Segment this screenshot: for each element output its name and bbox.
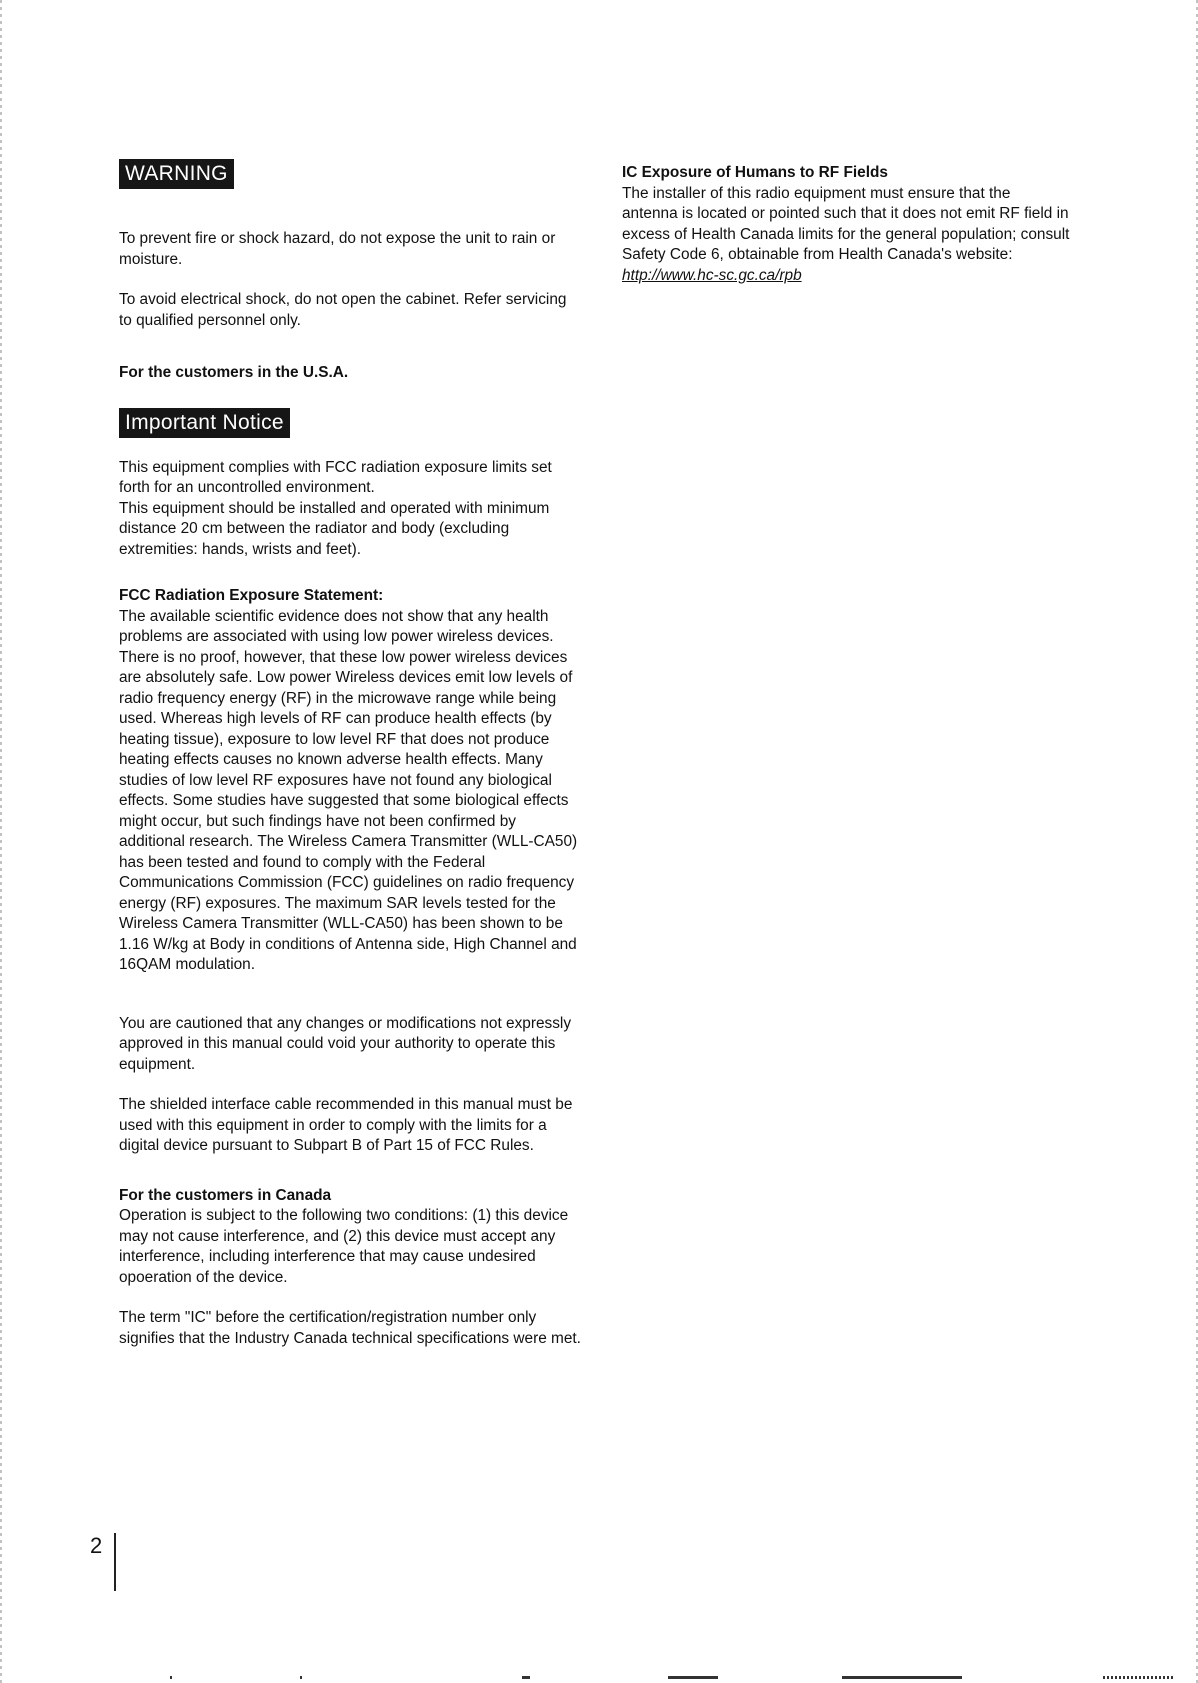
notice-paragraph-distance: This equipment should be installed and operated with minimum distance 20 cm between the radiator and body (excluding extremities: hands, wrists and feet). [119,499,550,558]
ic-exposure-body [622,184,1070,287]
scan-artifacts [0,1676,1198,1680]
ic-exposure-text: The installer of this radio equipment must ensure that the antenna is located or pointed such that it does not emit RF field in excess of Health Canada limits for the general population; consult Safety Code 6, obtainable from Health Canada's website: [622,184,1070,263]
page-number-rule [114,1533,116,1591]
left-page-edge [0,0,2,1683]
fcc-statement-body: The available scientific evidence does not show that any health problems are associated with using low power wireless devices. There is no proof, however, that these low power wireless devices are absolutely safe. Low power Wireless devices emit low levels of radio frequency energy (RF) in the microwave range while being used. Whereas high levels of RF can produce health effects (by heating tissue), exposure to low level RF that does not produce heating effects causes no known adverse health effects. Many studies of low level RF exposures have not found any biological effects. Some studies have suggested that some biological effects might occur, but such findings have not been confirmed by additional research. The Wireless Camera Transmitter (WLL-CA50) has been tested and found to comply with the Federal Communications Commission (FCC) guidelines on radio frequency energy (RF) exposures. The maximum SAR levels tested for the Wireless Camera Transmitter (WLL-CA50) has been shown to be 1.16 W/kg at Body in conditions of Antenna side, High Channel and 16QAM modulation. [119,607,578,973]
notice-paragraph-limits: This equipment complies with FCC radiation exposure limits set forth for an uncontrolled environment. [119,458,552,496]
important-notice-banner: Important Notice [119,408,290,438]
ic-term-paragraph: The term "IC" before the certification/registration number only signifies that the Industry Canada technical specifications were met. [119,1309,581,1347]
canada-conditions-paragraph: Operation is subject to the following two conditions: (1) this device may not cause interference, and (2) this device must accept any interference, including interference that may cause undesired opoeration of the device. [119,1207,569,1286]
scan-mark [842,1676,962,1679]
scan-mark [300,1676,302,1679]
shielded-cable-paragraph: The shielded interface cable recommended in this manual must be used with this equipment in order to comply with the limits for a digital device pursuant to Subpart B of Part 15 of FCC Rules. [119,1096,573,1154]
warning-banner: WARNING [119,159,234,189]
left-column [119,159,581,1349]
scan-mark [668,1676,718,1679]
caution-paragraph: You are cautioned that any changes or modifications not expressly approved in this manual could void your authority to operate this equipment. [119,1014,572,1073]
ic-exposure-heading: IC Exposure of Humans to RF Fields [622,164,888,181]
warning-paragraph-rain: To prevent fire or shock hazard, do not expose the unit to rain or moisture. [119,230,556,268]
usa-heading: For the customers in the U.S.A. [119,364,349,381]
fcc-statement-heading: FCC Radiation Exposure Statement: [119,587,384,604]
page-number: 2 [90,1533,103,1558]
health-canada-link[interactable]: http://www.hc-sc.gc.ca/rpb [622,266,802,284]
scan-mark [1103,1676,1173,1679]
scan-mark [170,1676,172,1679]
scan-mark [522,1676,530,1679]
right-column [622,163,1070,286]
warning-paragraph-shock: To avoid electrical shock, do not open the cabinet. Refer servicing to qualified personnel only. [119,291,567,329]
canada-heading: For the customers in Canada [119,1186,332,1204]
